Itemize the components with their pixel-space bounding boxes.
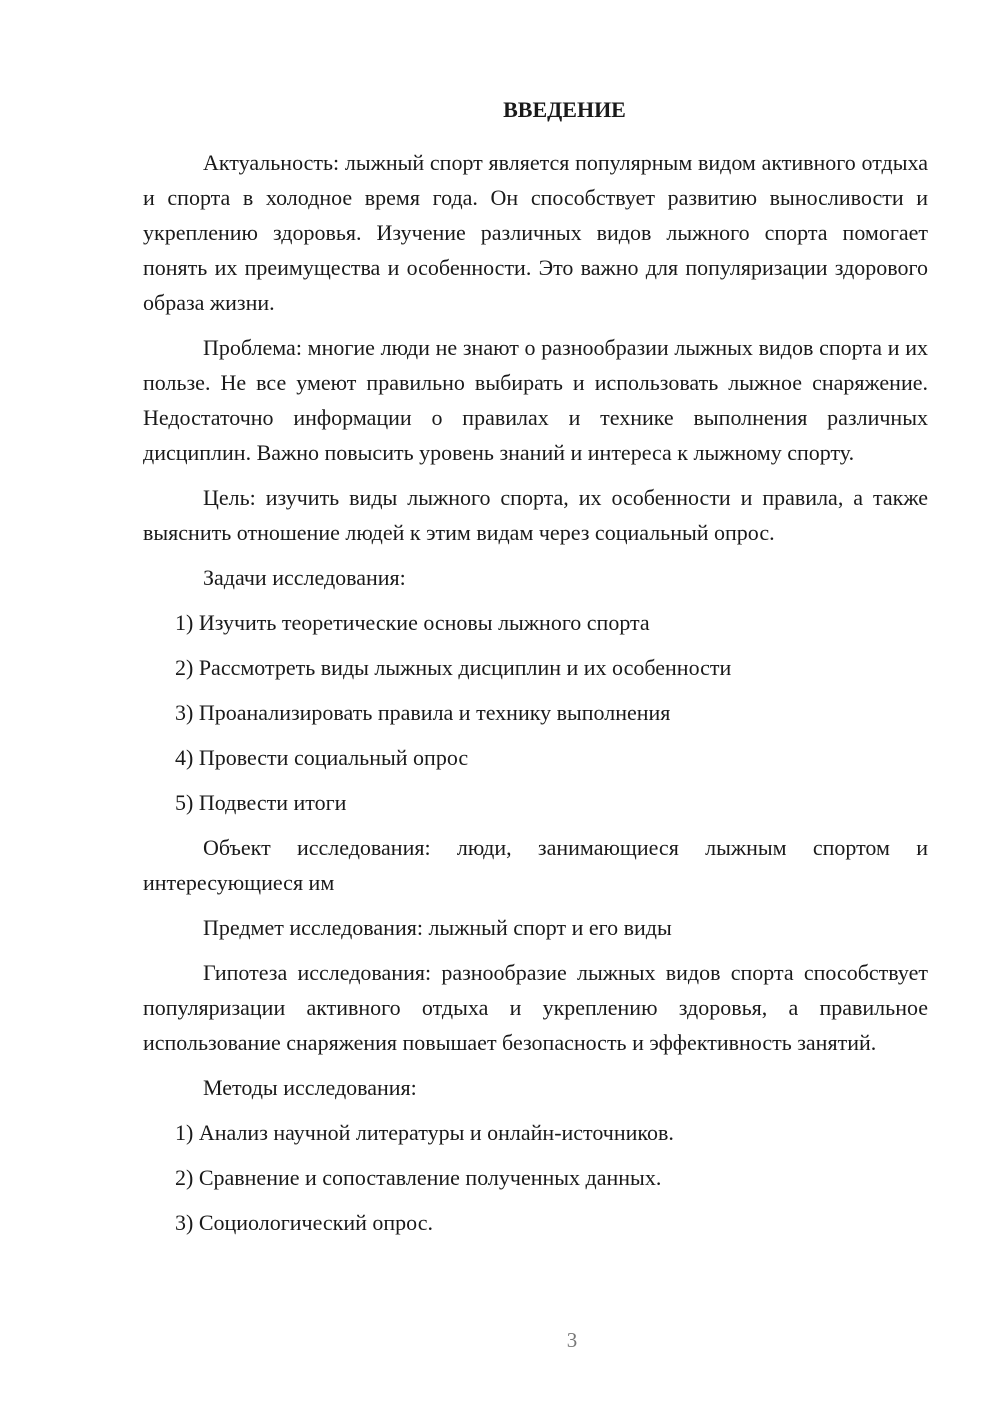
paragraph-relevance: Актуальность: лыжный спорт является популярным видом активного отдыха и спорта в холодное время года. Он способствует развитию выносливости и укреплению здоровья. Изучение различных видов лыжного спорта помогает понять их преимущества и особенности. Это важно для популяризации здорового образа жизни. (143, 150, 928, 315)
list-item: 5) Подвести итоги (175, 790, 347, 815)
methods-heading: Методы исследования: (203, 1075, 417, 1100)
methods-list (143, 1115, 928, 1240)
tasks-heading: Задачи исследования: (203, 565, 406, 590)
tasks-list (143, 605, 928, 820)
page-title: ВВЕДЕНИЕ (503, 97, 626, 122)
list-item: 2) Сравнение и сопоставление полученных данных. (175, 1165, 662, 1190)
list-item: 1) Анализ научной литературы и онлайн-источников. (175, 1120, 674, 1145)
paragraph-problem: Проблема: многие люди не знают о разнообразии лыжных видов спорта и их пользе. Не все умеют правильно выбирать и использовать лыжное снаряжение. Недостаточно информации о правилах и технике выполнения различных дисциплин. Важно повысить уровень знаний и интереса к лыжному спорту. (143, 335, 928, 465)
paragraph-object: Объект исследования: люди, занимающиеся лыжным спортом и интересующиеся им (143, 835, 928, 895)
list-item: 2) Рассмотреть виды лыжных дисциплин и их особенности (175, 655, 732, 680)
paragraph-subject: Предмет исследования: лыжный спорт и его виды (203, 915, 672, 940)
list-item: 1) Изучить теоретические основы лыжного спорта (175, 610, 650, 635)
paragraph-goal: Цель: изучить виды лыжного спорта, их особенности и правила, а также выяснить отношение людей к этим видам через социальный опрос. (143, 485, 928, 545)
paragraph-hypothesis: Гипотеза исследования: разнообразие лыжных видов спорта способствует популяризации активного отдыха и укреплению здоровья, а правильное использование снаряжения повышает безопасность и эффективность занятий. (143, 960, 928, 1055)
document-page (143, 92, 928, 1250)
list-item: 4) Провести социальный опрос (175, 745, 469, 770)
list-item: 3) Социологический опрос. (175, 1210, 433, 1235)
page-number: 3 (566, 1328, 578, 1352)
list-item: 3) Проанализировать правила и технику выполнения (175, 700, 671, 725)
